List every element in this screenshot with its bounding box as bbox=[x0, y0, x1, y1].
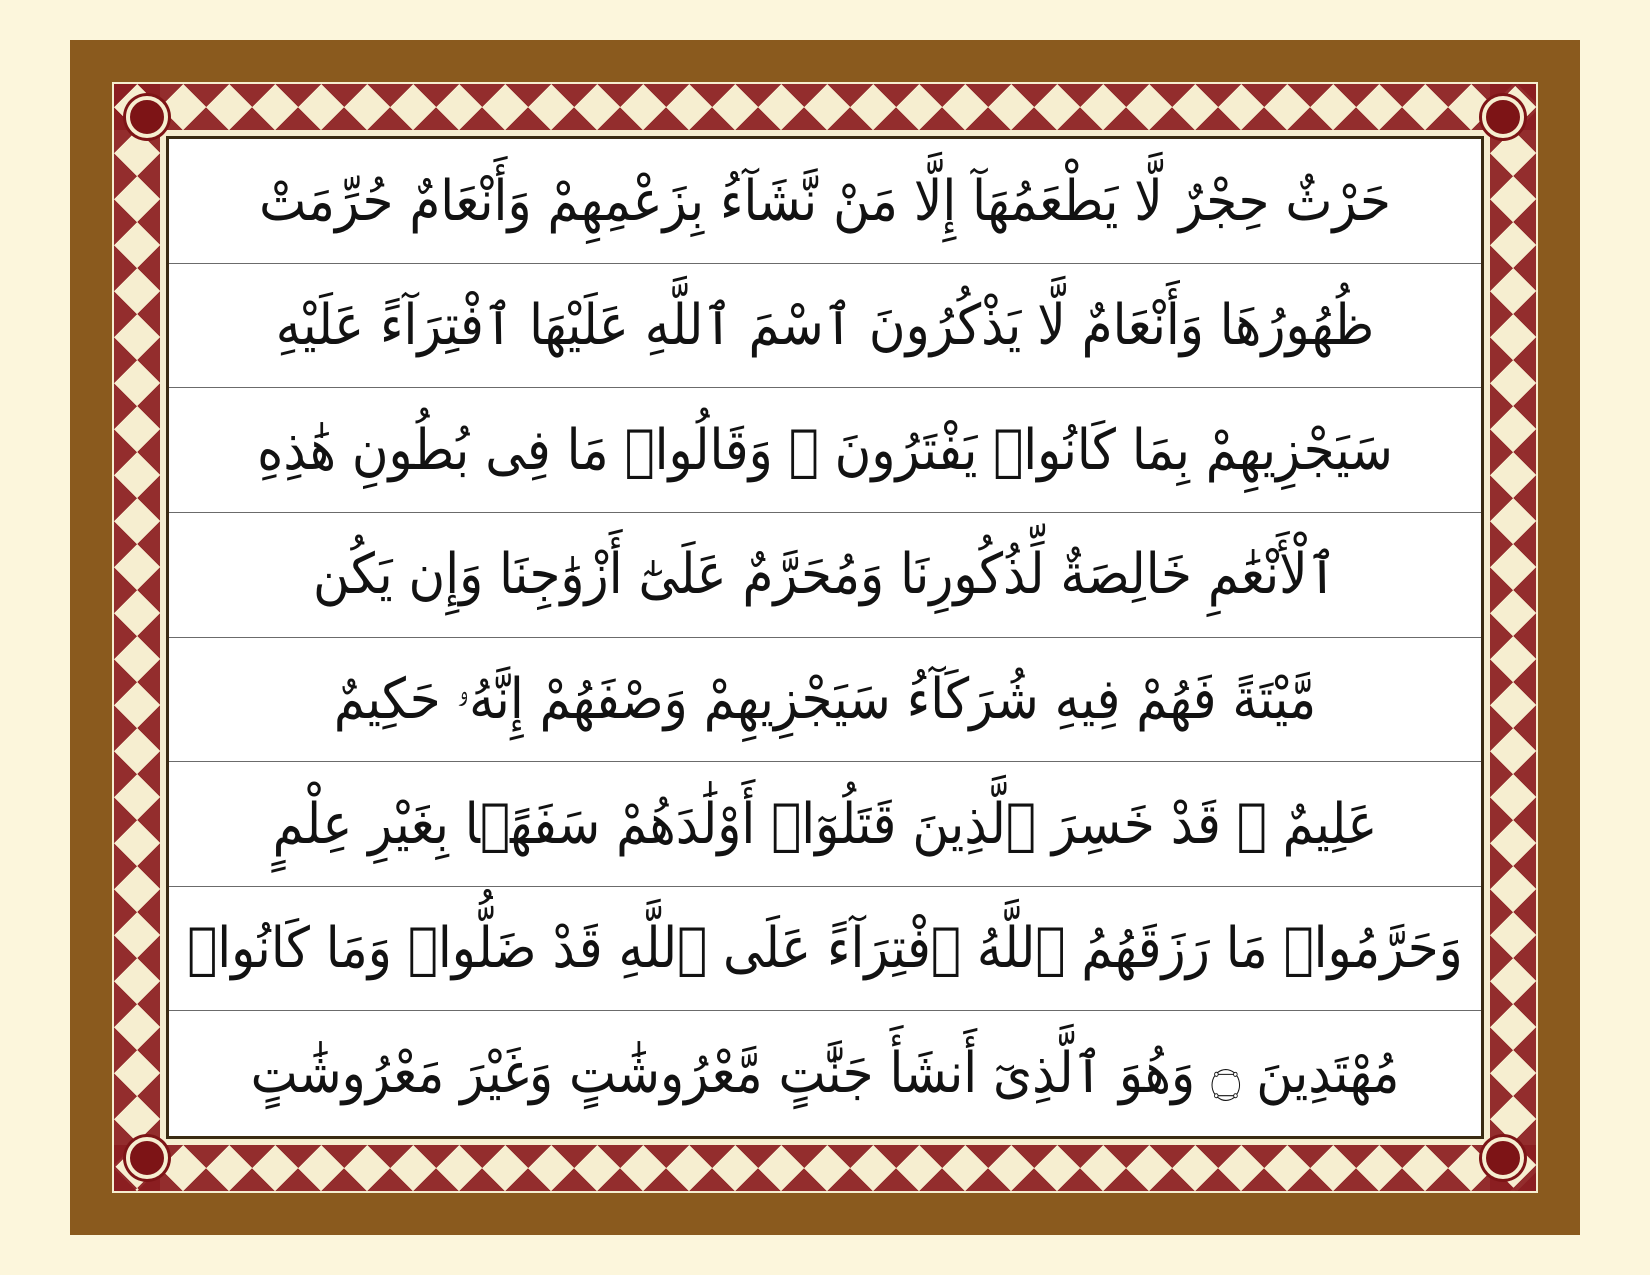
chevron-border-bottom bbox=[114, 1145, 1536, 1191]
outer-brown-frame bbox=[70, 40, 1580, 1235]
quran-text-panel bbox=[166, 136, 1484, 1139]
ayah-text: وَحَرَّمُوا۟ مَا رَزَقَهُمُ ٱللَّهُ ٱفْتِرَآءً عَلَى ٱللَّهِ قَدْ ضَلُّوا۟ وَمَا كَانُوا۟ bbox=[187, 915, 1463, 981]
quran-line-1 bbox=[169, 139, 1481, 264]
quran-line-4 bbox=[169, 513, 1481, 638]
ayah-text: مُهْتَدِينَ ۝ وَهُوَ ٱلَّذِىٓ أَنشَأَ جَنَّٰتٍ مَّعْرُوشَٰتٍ وَغَيْرَ مَعْرُوشَٰتٍ bbox=[250, 1040, 1400, 1106]
chevron-border-right bbox=[1490, 84, 1536, 1191]
quran-line-8 bbox=[169, 1011, 1481, 1136]
ayah-text: سَيَجْزِيهِمْ بِمَا كَانُوا۟ يَفْتَرُونَ ۝ وَقَالُوا۟ مَا فِى بُطُونِ هَٰذِهِ bbox=[257, 417, 1393, 483]
corner-medallion-top-right bbox=[1482, 96, 1524, 138]
corner-medallion-bottom-right bbox=[1482, 1137, 1524, 1179]
quran-line-2 bbox=[169, 264, 1481, 389]
ayah-text: عَلِيمٌ ۝ قَدْ خَسِرَ ٱلَّذِينَ قَتَلُوٓا۟ أَوْلَٰدَهُمْ سَفَهًۢا بِغَيْرِ عِلْمٍ bbox=[272, 791, 1378, 857]
chevron-border-top bbox=[114, 84, 1536, 130]
corner-medallion-top-left bbox=[126, 96, 168, 138]
ayah-text: حَرْثٌ حِجْرٌ لَّا يَطْعَمُهَآ إِلَّا مَنْ نَّشَآءُ بِزَعْمِهِمْ وَأَنْعَامٌ حُرِّمَتْ bbox=[259, 168, 1391, 234]
ayah-text: ٱلْأَنْعَٰمِ خَالِصَةٌ لِّذُكُورِنَا وَمُحَرَّمٌ عَلَىٰٓ أَزْوَٰجِنَا وَإِن يَكُن bbox=[313, 541, 1337, 607]
quran-line-3 bbox=[169, 388, 1481, 513]
quran-line-7 bbox=[169, 887, 1481, 1012]
corner-medallion-bottom-left bbox=[126, 1137, 168, 1179]
ornamental-border-band bbox=[112, 82, 1538, 1193]
ayah-text: مَّيْتَةً فَهُمْ فِيهِ شُرَكَآءُ سَيَجْزِيهِمْ وَصْفَهُمْ إِنَّهُۥ حَكِيمٌ bbox=[333, 666, 1317, 732]
ayah-text: ظُهُورُهَا وَأَنْعَامٌ لَّا يَذْكُرُونَ ٱسْمَ ٱللَّهِ عَلَيْهَا ٱفْتِرَآءً عَلَيْهِ bbox=[275, 292, 1375, 358]
quran-line-6 bbox=[169, 762, 1481, 887]
chevron-border-left bbox=[114, 84, 160, 1191]
quran-line-5 bbox=[169, 638, 1481, 763]
